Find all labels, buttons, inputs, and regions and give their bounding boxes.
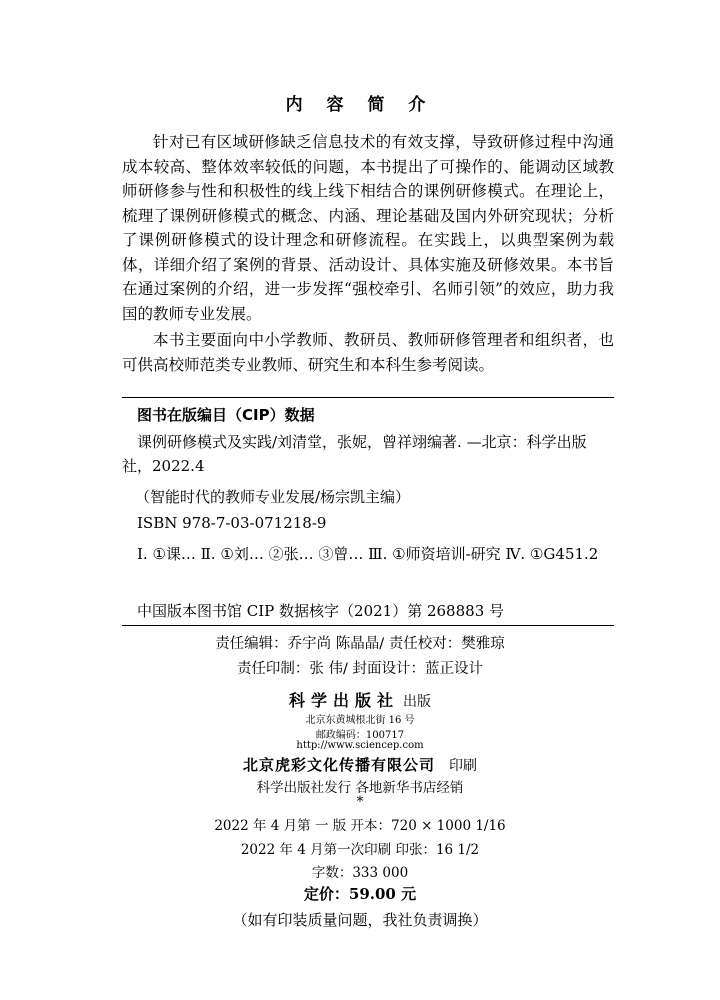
price: 定价：59.00 元 [303,885,417,903]
distribution-line: 科学出版社发行 各地新华书店经销 [256,780,464,796]
cip-bottom-divider [122,625,614,626]
cip-record: 课例研修模式及实践/刘清堂，张妮，曾祥翊编著. —北京：科学出版社，2022.4 [122,433,587,475]
word-count: 字数：333 000 [311,865,409,881]
quality-notice: （如有印装质量问题，我社负责调换） [232,911,488,929]
cip-series: （智能时代的教师专业发展/杨宗凯主编） [135,488,411,506]
publisher-name: 科学出版社 [288,691,399,710]
publisher-suffix: 出版 [403,694,431,710]
edition-line: 2022 年 4 月第 一 版 开本：720 × 1000 1/16 [214,818,506,834]
publisher-line [0,688,720,711]
printer-name: 北京虎彩文化传播有限公司 [242,756,435,774]
printing-line: 2022 年 4 月第一次印刷 印张：16 1/2 [240,842,480,858]
cip-verification: 中国版本图书馆 CIP 数据核字（2021）第 268883 号 [137,602,505,620]
publisher-postcode: 邮政编码：100717 [315,730,405,741]
cip-classification: Ⅰ. ①课… Ⅱ. ①刘… ②张… ③曾… Ⅲ. ①师资培训-研究 Ⅳ. ①G451.2 [137,545,599,563]
summary-paragraph: 本书主要面向中小学教师、教研员、教师研修管理者和组织者，也可供高校师范类专业教师、研究生和本科生参考阅读。 [122,331,614,374]
cip-title: 图书在版编目（CIP）数据 [137,406,315,424]
printer-suffix: 印刷 [449,758,477,774]
editor-credits: 责任编辑：乔宇尚 陈晶晶/ 责任校对：樊雅琼 [215,636,505,652]
printer-line [0,754,720,775]
publisher-address: 北京东黄城根北街 16 号 [305,715,415,726]
summary-title: 内 容 简 介 [285,95,435,115]
cip-top-divider [122,397,614,398]
separator-star: * [356,794,364,810]
summary-body [122,130,614,377]
summary-paragraph: 针对已有区域研修缺乏信息技术的有效支撑，导致研修过程中沟通成本较高、整体效率较低的问题，本书提出了可操作的、能调动区域教师研修参与性和积极性的线上线下相结合的课例研修模式。在理论上，梳理了课例研修模式的概念、内涵、理论基础及国内外研究现状；分析了课例研修模式的设计理念和研修流程。在实践上，以典型案例为载体，详细介绍了案例的背景、活动设计、具体实施及研修效果。本书旨在通过案例的介绍，进一步发挥“强校牵引、名师引领”的效应，助力我国的教师专业发展。 [122,133,614,323]
cip-isbn: ISBN 978-7-03-071218-9 [137,514,327,532]
publisher-url: http://www.sciencep.com [296,740,424,751]
production-credits: 责任印制：张 伟/ 封面设计：蓝正设计 [236,661,484,677]
